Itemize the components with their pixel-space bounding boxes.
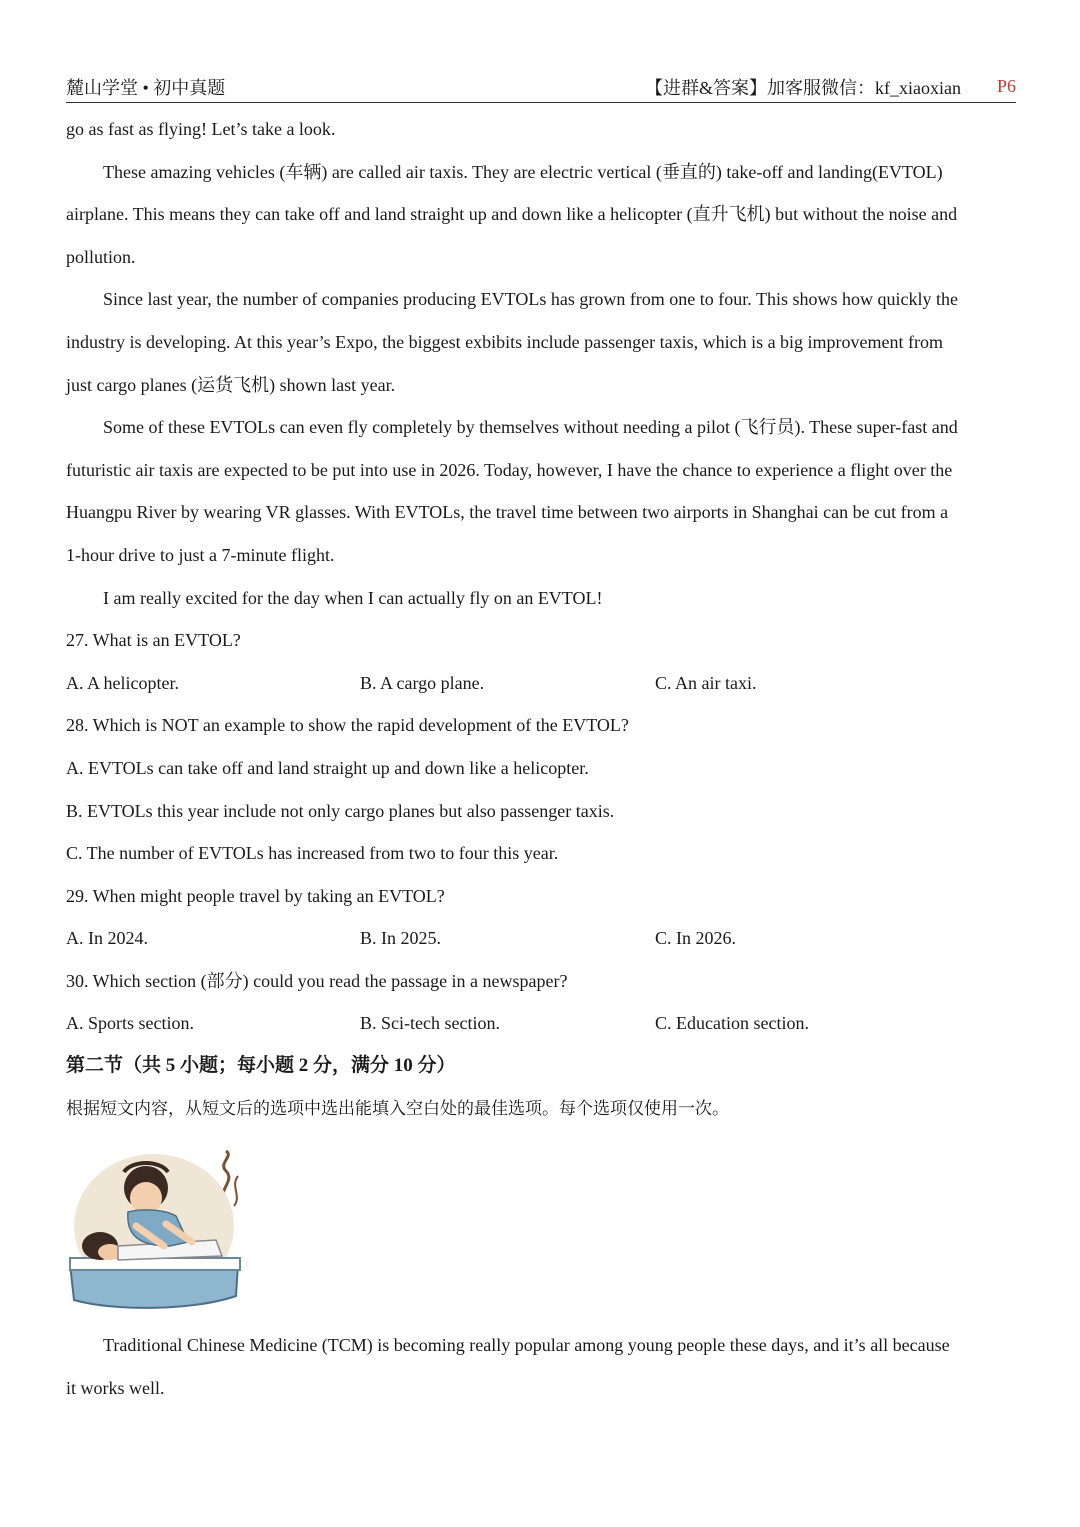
- section-title: 第二节（共 5 小题；每小题 2 分，满分 10 分）: [66, 1055, 456, 1077]
- question-28-stem: 28. Which is NOT an example to show the rapid development of the EVTOL?: [66, 715, 629, 736]
- question-27-options: [66, 662, 1014, 705]
- option-b: B. EVTOLs this year include not only cargo planes but also passenger taxis.: [66, 800, 615, 821]
- option-c: C. The number of EVTOLs has increased from two to four this year.: [66, 843, 559, 864]
- section-instruction: 根据短文内容，从短文后的选项中选出能填入空白处的最佳选项。每个选项仅使用一次。: [66, 1098, 729, 1119]
- passage-line: Huangpu River by wearing VR glasses. With EVTOLs, the travel time between two airports in Shanghai can be cut from a: [66, 502, 949, 523]
- passage-line: Some of these EVTOLs can even fly completely by themselves without needing a pilot (飞行员). These super-fast and: [103, 417, 958, 438]
- passage-line: 1-hour drive to just a 7-minute flight.: [66, 544, 335, 565]
- passage-line: These amazing vehicles (车辆) are called air taxis. They are electric vertical (垂直的) take-off and landing(EVTOL): [103, 161, 943, 182]
- passage-content: [66, 108, 1014, 1130]
- option-b: B. Sci-tech section.: [360, 1013, 500, 1034]
- passage-line: airplane. This means they can take off and land straight up and down like a helicopter (直升飞机) but without the noise and: [66, 204, 958, 225]
- page-number: P6: [996, 76, 1016, 96]
- question-27-stem: 27. What is an EVTOL?: [66, 630, 241, 651]
- option-a: A. In 2024.: [66, 928, 148, 949]
- passage-line: just cargo planes (运货飞机) shown last year.: [66, 374, 396, 395]
- question-29-options: [66, 917, 1014, 960]
- page-header: [66, 76, 1016, 103]
- option-a: A. EVTOLs can take off and land straight up and down like a helicopter.: [66, 757, 589, 778]
- tcm-massage-illustration: [66, 1146, 244, 1314]
- passage-line: industry is developing. At this year’s Expo, the biggest exbibits include passenger taxis, which is a big improvement from: [66, 331, 944, 352]
- option-c: C. In 2026.: [655, 928, 736, 949]
- question-30-options: [66, 1002, 1014, 1045]
- option-a: A. Sports section.: [66, 1013, 194, 1034]
- passage-line: I am really excited for the day when I can actually fly on an EVTOL!: [103, 587, 603, 608]
- option-b: B. In 2025.: [360, 928, 441, 949]
- option-a: A. A helicopter.: [66, 672, 179, 693]
- tcm-passage: [66, 1324, 1014, 1409]
- passage-line: pollution.: [66, 246, 136, 267]
- header-school-name: 麓山学堂 • 初中真题: [66, 78, 226, 98]
- passage-line: futuristic air taxis are expected to be put into use in 2026. Today, however, I have the chance to experience a flight over the: [66, 459, 953, 480]
- question-29-stem: 29. When might people travel by taking an EVTOL?: [66, 885, 445, 906]
- option-c: C. Education section.: [655, 1013, 809, 1034]
- option-c: C. An air taxi.: [655, 672, 757, 693]
- option-b: B. A cargo plane.: [360, 672, 485, 693]
- passage-line: Since last year, the number of companies producing EVTOLs has grown from one to four. This shows how quickly the: [103, 289, 958, 310]
- question-30-stem: 30. Which section (部分) could you read the passage in a newspaper?: [66, 970, 568, 991]
- header-contact: 【进群&答案】加客服微信：kf_xiaoxian: [645, 78, 961, 98]
- passage-line: Traditional Chinese Medicine (TCM) is becoming really popular among young people these days, and it’s all because: [103, 1335, 950, 1355]
- passage-line: it works well.: [66, 1377, 165, 1398]
- passage-line: go as fast as flying! Let’s take a look.: [66, 119, 336, 139]
